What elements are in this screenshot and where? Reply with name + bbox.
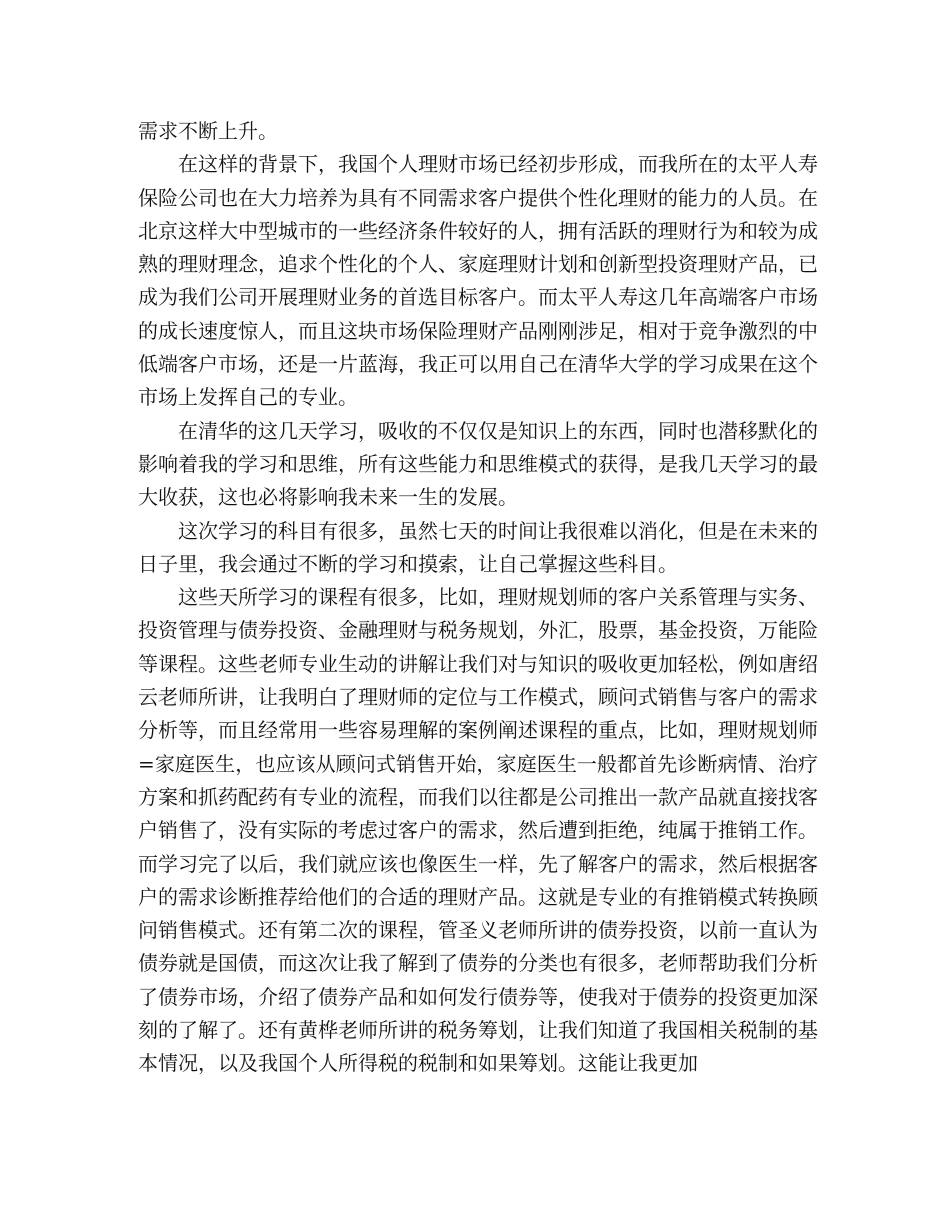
paragraph-tsinghua-study: 在清华的这几天学习，吸收的不仅仅是知识上的东西，同时也潜移默化的影响着我的学习和思维，所有这些能力和思维模式的获得，是我几天学习的最大收获，这也必将影响我未来一生的发展。 <box>138 418 818 510</box>
paragraph-subjects: 这次学习的科目有很多，虽然七天的时间让我很难以消化，但是在未来的日子里，我会通过不断的学习和摸索，让自己掌握这些科目。 <box>138 518 818 576</box>
paragraph-continued: 需求不断上升。 <box>138 119 278 143</box>
paragraph-market-background: 在这样的背景下，我国个人理财市场已经初步形成，而我所在的太平人寿保险公司也在大力培养为具有不同需求客户提供个性化理财的能力的人员。在北京这样大中型城市的一些经济条件较好的人，拥有活跃的理财行为和较为成熟的理财理念，追求个性化的个人、家庭理财计划和创新型投资理财产品，已成为我们公司开展理财业务的首选目标客户。而太平人寿这几年高端客户市场的成长速度惊人，而且这块市场保险理财产品刚刚涉足，相对于竞争激烈的中低端客户市场，还是一片蓝海，我正可以用自己在清华大学的学习成果在这个市场上发挥自己的专业。 <box>138 152 818 410</box>
document-body <box>138 115 818 1081</box>
paragraph-courses: 这些天所学习的课程有很多，比如，理财规划师的客户关系管理与实务、投资管理与债券投资、金融理财与税务规划，外汇，股票，基金投资，万能险等课程。这些老师专业生动的讲解让我们对与知识的吸收更加轻松，例如唐绍云老师所讲，让我明白了理财师的定位与工作模式，顾问式销售与客户的需求分析等，而且经常用一些容易理解的案例阐述课程的重点，比如，理财规划师=家庭医生，也应该从顾问式销售开始，家庭医生一般都首先诊断病情、治疗方案和抓药配药有专业的流程，而我们以往都是公司推出一款产品就直接找客户销售了，没有实际的考虑过客户的需求，然后遭到拒绝，纯属于推销工作。而学习完了以后，我们就应该也像医生一样，先了解客户的需求，然后根据客户的需求诊断推荐给他们的合适的理财产品。这就是专业的有推销模式转换顾问销售模式。还有第二次的课程，管圣义老师所讲的债券投资，以前一直认为债券就是国债，而这次让我了解到了债券的分类也有很多，老师帮助我们分析了债券市场，介绍了债券产品和如何发行债券等，使我对于债券的投资更加深刻的了解了。还有黄桦老师所讲的税务筹划，让我们知道了我国相关税制的基本情况，以及我国个人所得税的税制和如果筹划。这能让我更加 <box>138 585 818 1076</box>
